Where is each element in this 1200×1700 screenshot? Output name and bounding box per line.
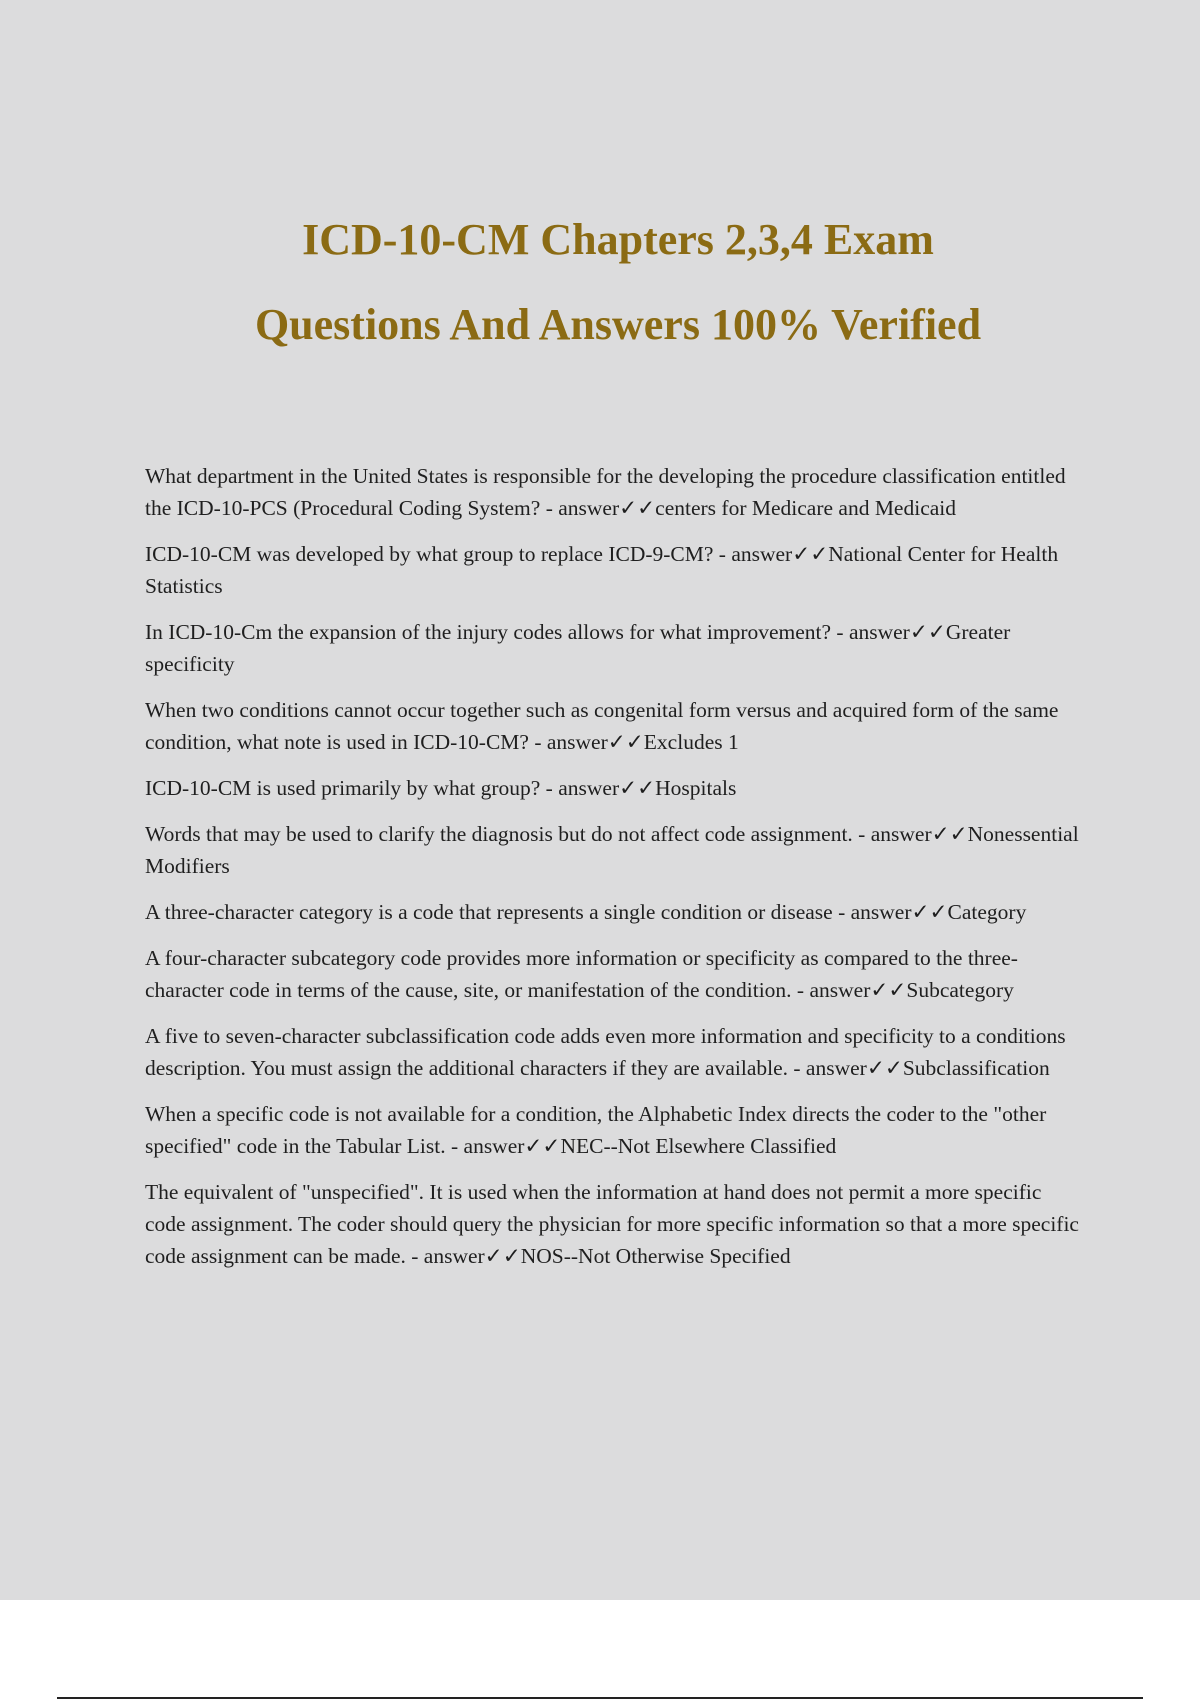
document-title [0,197,1200,367]
title-line-1: ICD-10-CM Chapters 2,3,4 Exam [302,215,934,265]
qa-item: When two conditions cannot occur together such as congenital form versus and acquired form of the same condition, what note is used in ICD-10-CM? - answer✓✓Excludes 1 [145,698,1059,754]
qa-item: A four-character subcategory code provides more information or specificity as compared to the three-character code in terms of the cause, site, or manifestation of the condition. - answer✓✓Subcategory [145,946,1018,1002]
qa-item: In ICD-10-Cm the expansion of the injury codes allows for what improvement? - answer✓✓Greater specificity [145,620,1011,676]
qa-list [145,460,1085,1286]
qa-item: When a specific code is not available for a condition, the Alphabetic Index directs the coder to the "other specified" code in the Tabular List. - answer✓✓NEC--Not Elsewhere Classified [145,1102,1047,1158]
qa-item: ICD-10-CM is used primarily by what group? - answer✓✓Hospitals [145,776,737,800]
qa-item: The equivalent of "unspecified". It is used when the information at hand does not permit a more specific code assignment. The coder should query the physician for more specific information so that a more specific code assignment can be made. - answer✓✓NOS--Not Otherwise Specified [145,1180,1079,1268]
qa-item: What department in the United States is responsible for the developing the procedure classification entitled the ICD-10-PCS (Procedural Coding System? - answer✓✓centers for Medicare and Medicaid [145,464,1066,520]
title-line-2: Questions And Answers 100% Verified [254,300,982,350]
qa-item: ICD-10-CM was developed by what group to replace ICD-9-CM? - answer✓✓National Center for Health Statistics [145,542,1059,598]
footer-divider [57,1697,1143,1699]
qa-item: Words that may be used to clarify the diagnosis but do not affect code assignment. - answer✓✓Nonessential Modifiers [145,822,1079,878]
qa-item: A three-character category is a code that represents a single condition or disease - answer✓✓Category [145,900,1027,924]
qa-item: A five to seven-character subclassification code adds even more information and specificity to a conditions description. You must assign the additional characters if they are available. - answer✓✓Subclassification [145,1024,1066,1080]
